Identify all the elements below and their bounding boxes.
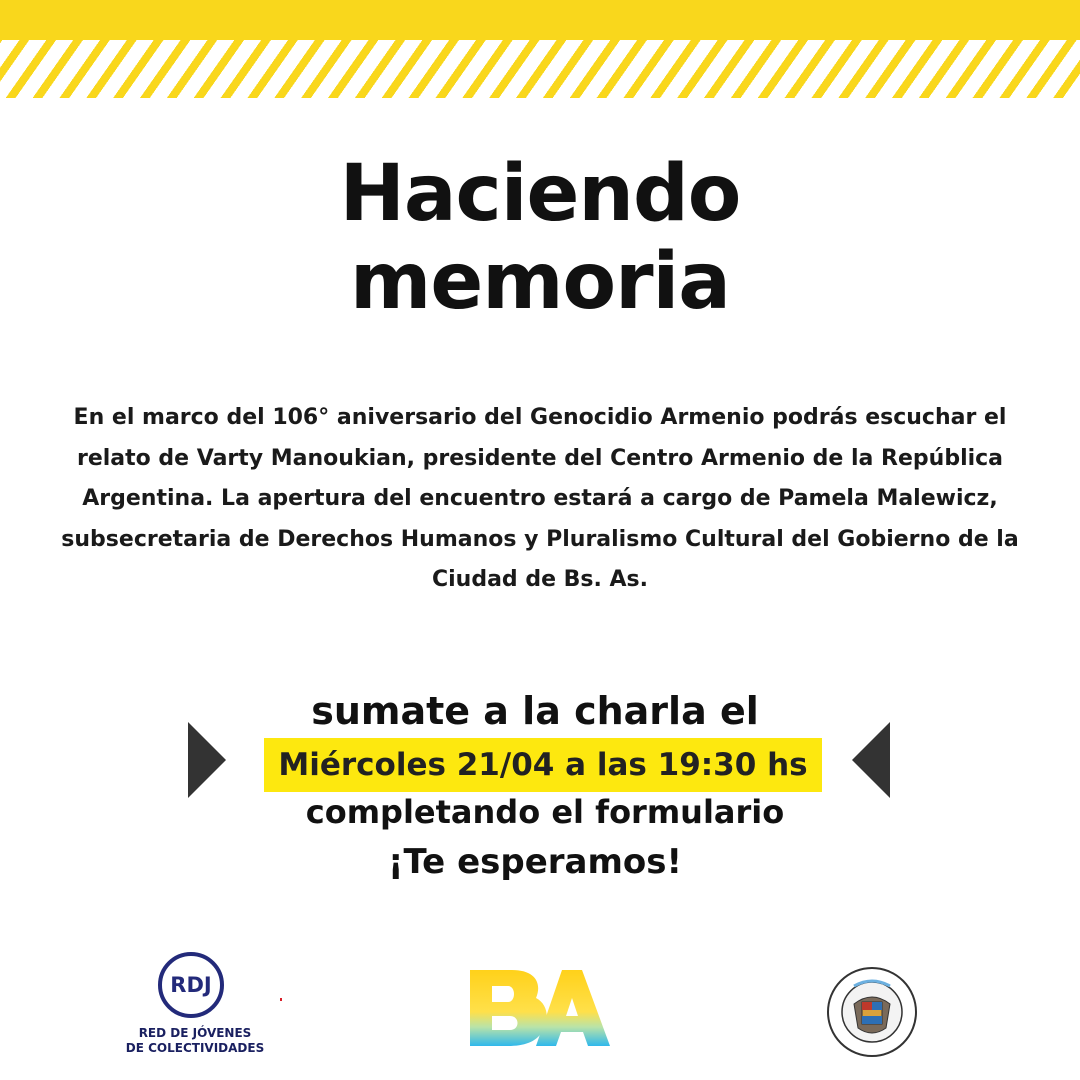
page-title [0, 150, 1080, 326]
title-line-1: Haciendo [339, 149, 741, 239]
rdj-text-line-1: RED DE JÓVENES [138, 1026, 252, 1040]
centro-armenio-seal [824, 966, 920, 1058]
top-yellow-band [0, 0, 1080, 40]
ba-logo [462, 964, 614, 1052]
rdj-logo-text [110, 1026, 280, 1056]
title-line-2: memoria [350, 237, 730, 327]
form-instruction: completando el formulario [305, 793, 785, 831]
invite-line: sumate a la charla el [311, 689, 759, 733]
event-date: Miércoles 21/04 a las 19:30 hs [278, 747, 808, 783]
rdj-badge: RDJ [158, 952, 224, 1018]
closing-message: ¡Te esperamos! [387, 842, 682, 882]
event-description: En el marco del 106° aniversario del Genocidio Armenio podrás escuchar el relato de Varty Manoukian, presidente del Centro Armenio de la República Argentina. La apertura del encuentro estará a cargo de Pamela Malewicz, subsecretaria de Derechos Humanos y Pluralismo Cultural del Gobierno de la Ciudad de Bs. As. [61, 405, 1019, 592]
rdj-text-line-2: DE COLECTIVIDADES [125, 1041, 265, 1055]
triangle-left-icon [850, 722, 890, 798]
rdj-logo [110, 948, 280, 1063]
decorative-dot [280, 998, 282, 1001]
triangle-right-icon [188, 722, 228, 798]
diagonal-stripe-border [0, 40, 1080, 98]
